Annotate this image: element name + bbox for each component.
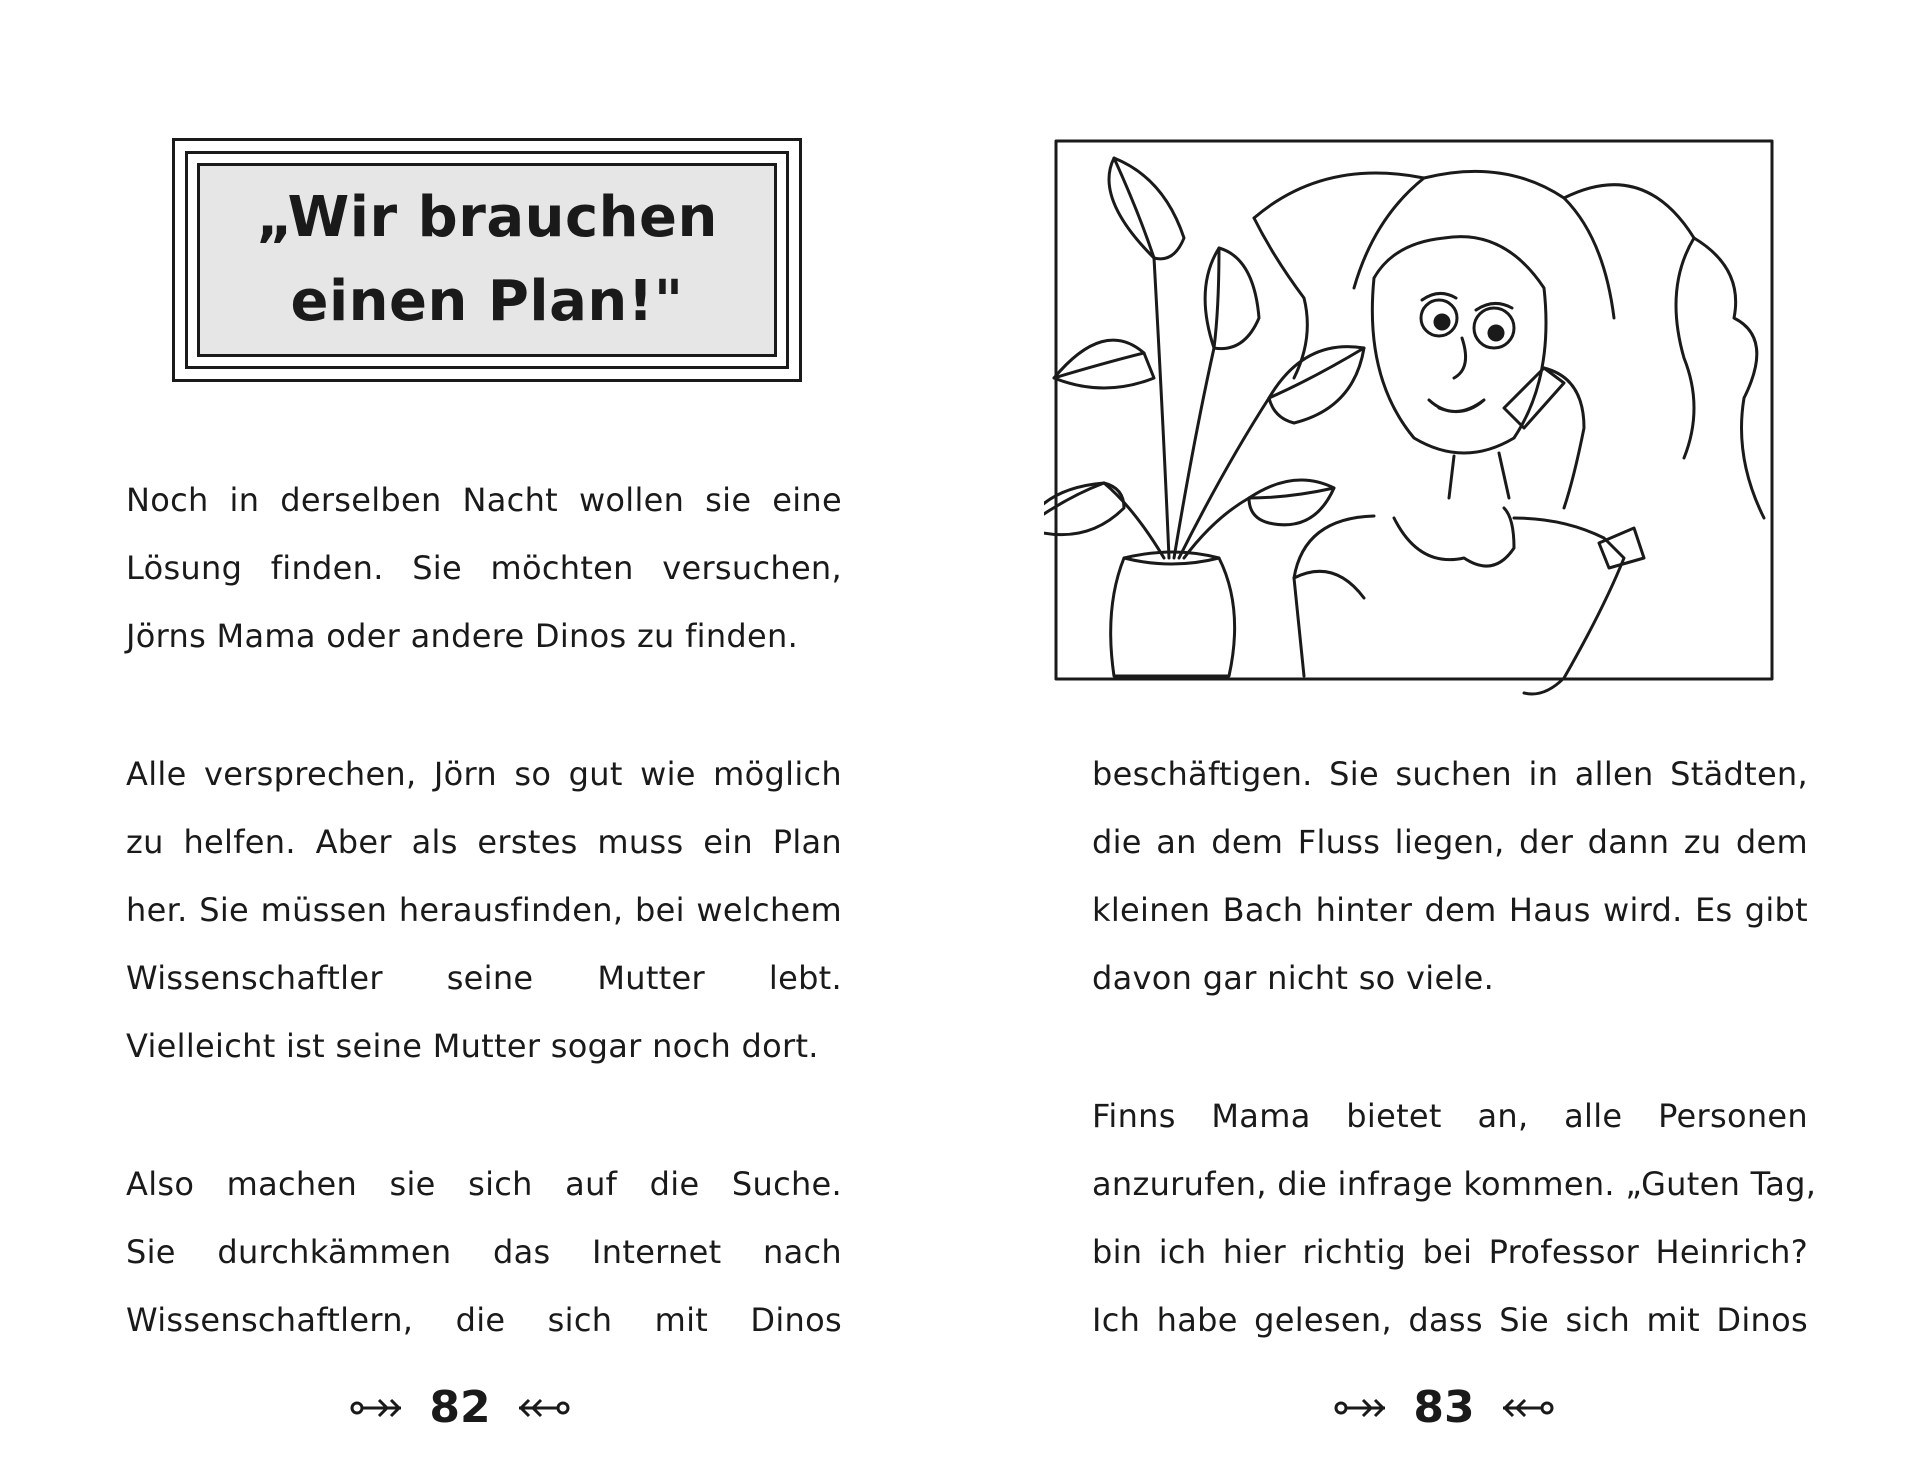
right-page (960, 0, 1920, 1484)
chapter-title-line-2: einen Plan!" (290, 269, 684, 334)
text-line: davon gar nicht so viele. (1092, 959, 1495, 997)
page-number-footer (0, 1378, 960, 1438)
chapter-title-line-1: „Wir brauchen (256, 185, 718, 250)
paragraph-2 (126, 740, 842, 1080)
girl-arm (1514, 518, 1624, 694)
paragraph-1 (1092, 740, 1808, 1012)
girl-face (1372, 237, 1546, 453)
text-line: Alle versprechen, Jörn so gut wie möglich (126, 755, 842, 793)
plant-leaf (1249, 480, 1334, 525)
text-line: die an dem Fluss liegen, der dann zu dem (1092, 823, 1808, 861)
arrow-ornament-left-icon (349, 1393, 407, 1423)
page-number: 83 (1413, 1382, 1475, 1433)
girl-mouth (1429, 400, 1484, 412)
paragraph-1 (126, 466, 842, 670)
girl-collar (1394, 508, 1514, 566)
paragraph-2 (1092, 1082, 1817, 1354)
chapter-title-frame (172, 138, 802, 382)
text-line: Jörns Mama oder andere Dinos zu finden. (126, 617, 799, 655)
page-number-footer (960, 1378, 1920, 1438)
text-line: Sie durchkämmen das Internet nach (126, 1233, 842, 1271)
arrow-ornament-left-icon (1333, 1393, 1391, 1423)
arrow-ornament-right-icon (513, 1393, 571, 1423)
text-line: Vielleicht ist seine Mutter sogar noch dort. (126, 1027, 819, 1065)
girl-hand (1544, 368, 1584, 508)
text-line: Finns Mama bietet an, alle Personen (1092, 1097, 1808, 1135)
text-line: anzurufen, die infrage kommen. „Guten Tag, (1092, 1165, 1817, 1203)
plant-pot (1111, 552, 1235, 676)
text-line: kleinen Bach hinter dem Haus wird. Es gibt (1092, 891, 1808, 929)
text-line: bin ich hier richtig bei Professor Heinrich? (1092, 1233, 1808, 1271)
paragraph-3 (126, 1150, 842, 1354)
text-line: Wissenschaftler seine Mutter lebt. (126, 959, 842, 997)
plant-leaf (1205, 248, 1259, 349)
text-line: zu helfen. Aber als erstes muss ein Plan (126, 823, 842, 861)
text-line: Lösung finden. Sie möchten versuchen, (126, 549, 842, 587)
text-line: her. Sie müssen herausfinden, bei welchem (126, 891, 842, 929)
text-line: Also machen sie sich auf die Suche. (126, 1165, 842, 1203)
arrow-ornament-right-icon (1497, 1393, 1555, 1423)
page-number: 82 (429, 1382, 491, 1433)
girl-hair (1254, 171, 1764, 518)
text-line: beschäftigen. Sie suchen in allen Städten, (1092, 755, 1808, 793)
text-line: Ich habe gelesen, dass Sie sich mit Dinos (1092, 1301, 1808, 1339)
text-line: Noch in derselben Nacht wollen sie eine (126, 481, 842, 519)
text-line: Wissenschaftlern, die sich mit Dinos (126, 1301, 842, 1339)
illustration-girl-on-phone (1044, 138, 1804, 708)
